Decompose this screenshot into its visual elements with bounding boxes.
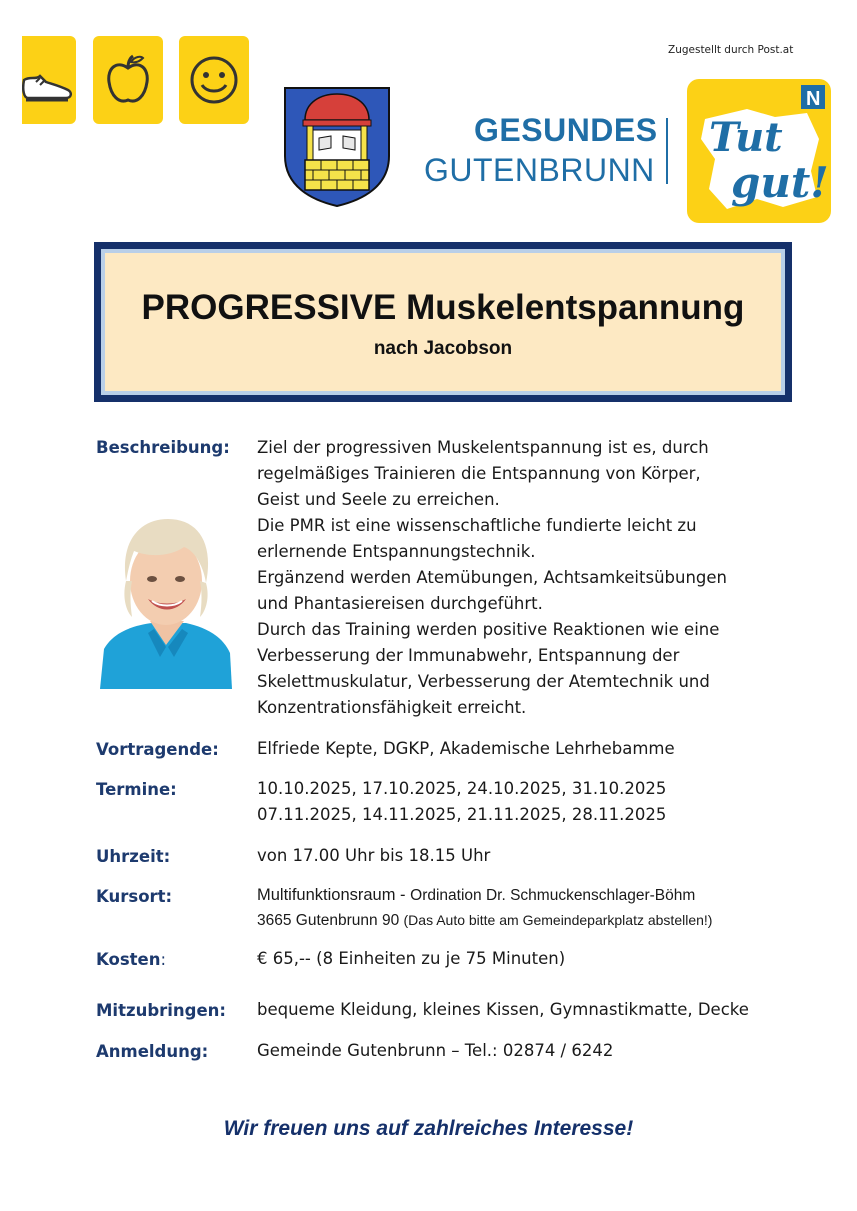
tut-gut-logo — [687, 79, 831, 223]
title-box — [94, 242, 792, 402]
description-line: Konzentrationsfähigkeit erreicht. — [257, 698, 527, 717]
registration-value: Gemeinde Gutenbrunn – Tel.: 02874 / 6242 — [257, 1041, 614, 1060]
brand-divider — [666, 118, 668, 184]
bring-value: bequeme Kleidung, kleines Kissen, Gymnastikmatte, Decke — [257, 1000, 749, 1019]
location-label: Kursort: — [96, 887, 173, 906]
smiley-tile — [179, 36, 249, 124]
description-line: Die PMR ist eine wissenschaftliche fundierte leicht zu — [257, 516, 697, 535]
description-line: Skelettmuskulatur, Verbesserung der Atemtechnik und — [257, 672, 710, 691]
time-value: von 17.00 Uhr bis 18.15 Uhr — [257, 846, 491, 865]
logo-text-gut: gut! — [731, 158, 829, 207]
description-line: Ergänzend werden Atemübungen, Achtsamkeitsübungen — [257, 568, 728, 587]
location-address: 3665 Gutenbrunn 90 — [257, 912, 404, 929]
running-shoe-icon — [22, 50, 76, 110]
speaker-photo — [100, 517, 232, 689]
tut-gut-graphic — [687, 79, 831, 223]
dates-label: Termine: — [96, 780, 177, 799]
posted-by-note: Zugestellt durch Post.at — [668, 44, 794, 56]
description-text — [257, 435, 727, 721]
description-line: und Phantasiereisen durchgeführt. — [257, 594, 543, 613]
time-label: Uhrzeit: — [96, 847, 171, 866]
dates-value — [257, 776, 666, 828]
page-title: PROGRESSIVE Muskelentspannung — [141, 288, 745, 327]
bring-label: Mitzubringen: — [96, 1001, 227, 1020]
location-ordination: Ordination Dr. Schmuckenschlager-Böhm — [410, 887, 696, 904]
apple-icon — [103, 52, 153, 108]
location-room: Multifunktionsraum - — [257, 886, 411, 904]
cost-label-colon: : — [160, 950, 167, 969]
closing-message: Wir freuen uns auf zahlreiches Interesse! — [223, 1117, 634, 1140]
dates-line-1: 10.10.2025, 17.10.2025, 24.10.2025, 31.10.2025 — [257, 779, 667, 798]
description-line: regelmäßiges Trainieren die Entspannung von Körper, — [257, 464, 701, 483]
registration-label: Anmeldung: — [96, 1042, 209, 1061]
speaker-value: Elfriede Kepte, DGKP, Akademische Lehrhebamme — [257, 739, 675, 758]
smiley-face-icon — [187, 53, 241, 107]
cost-value: € 65,-- (8 Einheiten zu je 75 Minuten) — [257, 949, 566, 968]
cost-label — [96, 950, 166, 969]
dates-line-2: 07.11.2025, 14.11.2025, 21.11.2025, 28.11.2025 — [257, 805, 667, 824]
description-line: Geist und Seele zu erreichen. — [257, 490, 500, 509]
brand-line-gesundes: GESUNDES — [474, 112, 658, 148]
speaker-label: Vortragende: — [96, 740, 219, 759]
location-parking-note: (Das Auto bitte am Gemeindeparkplatz abstellen!) — [403, 912, 713, 928]
logo-text-tut: Tut — [709, 114, 783, 161]
location-value — [257, 883, 712, 933]
description-label: Beschreibung: — [96, 438, 230, 457]
brand-line-gutenbrunn: GUTENBRUNN — [424, 152, 655, 188]
cost-label-text: Kosten — [96, 950, 161, 969]
description-line: Durch das Training werden positive Reaktionen wie eine — [257, 620, 720, 639]
logo-badge-text: N — [806, 88, 821, 110]
apple-tile — [93, 36, 163, 124]
description-line: Verbesserung der Immunabwehr, Entspannung der — [257, 646, 680, 665]
running-shoe-tile — [22, 36, 76, 124]
coat-of-arms-icon — [283, 86, 391, 208]
description-line: erlernende Entspannungstechnik. — [257, 542, 536, 561]
description-line: Ziel der progressiven Muskelentspannung ist es, durch — [257, 438, 709, 457]
page-subtitle: nach Jacobson — [373, 338, 513, 359]
